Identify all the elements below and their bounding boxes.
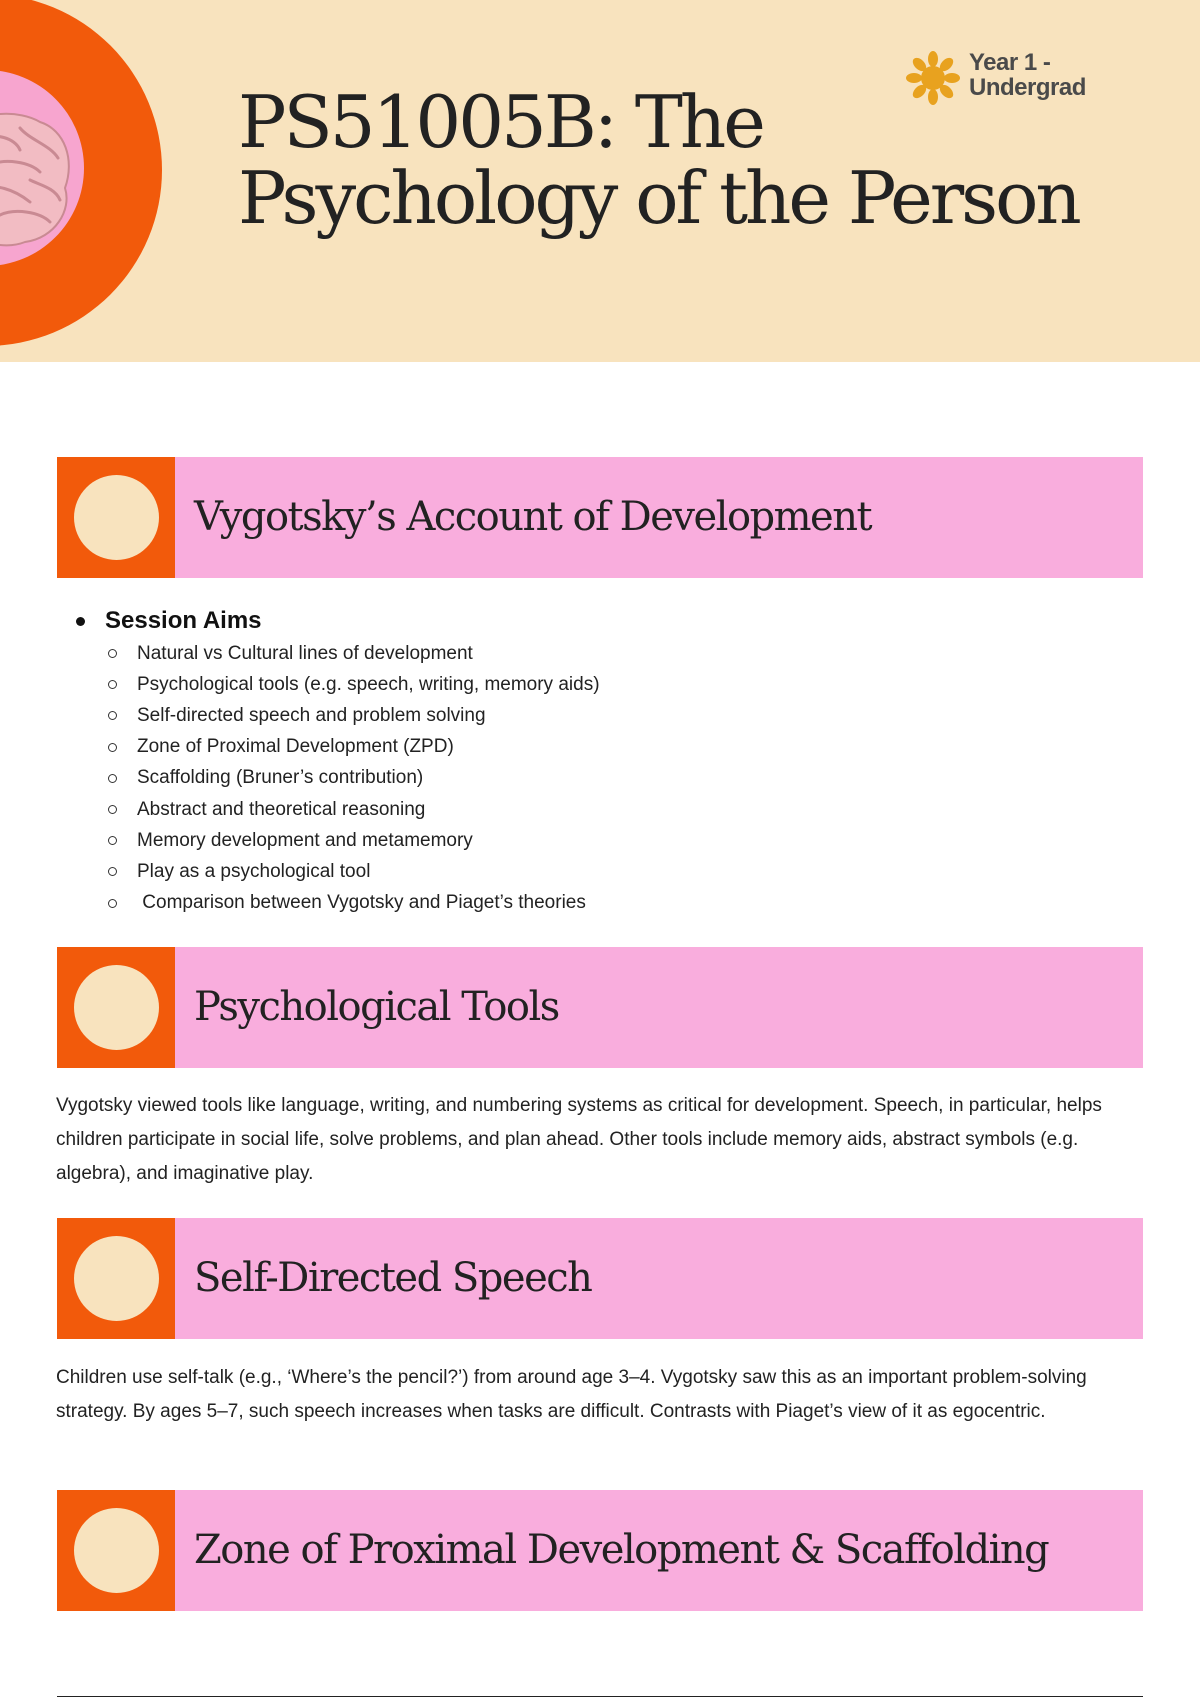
header-banner	[0, 0, 1200, 362]
brain-icon	[0, 110, 75, 250]
list-item: Memory development and metamemory	[108, 825, 1120, 856]
cream-circle	[74, 1508, 159, 1593]
sub-bullet-icon	[108, 680, 117, 689]
speech-paragraph: Children use self-talk (e.g., ‘Where’s the pencil?’) from around age 3–4. Vygotsky saw this as an important problem-solving strategy. By ages 5–7, such speech increases when tasks are difficult. Contrasts with Piaget’s view of it as egocentric.	[56, 1367, 1087, 1422]
sub-bullet-icon	[108, 774, 117, 783]
sub-bullet-icon	[108, 836, 117, 845]
list-item: Abstract and theoretical reasoning	[108, 794, 1120, 825]
aims-title: Session Aims	[105, 607, 262, 634]
page-title: PS51005B: The Psychology of the Person	[238, 80, 1079, 240]
aims-heading	[70, 604, 1120, 638]
section-header-vygotsky	[57, 457, 1143, 578]
section-title: Zone of Proximal Development & Scaffolding	[194, 1527, 1049, 1573]
cream-circle	[74, 965, 159, 1050]
tools-paragraph: Vygotsky viewed tools like language, writing, and numbering systems as critical for development. Speech, in particular, helps children participate in social life, solve problems, and plan ahead. Other tools include memory aids, abstract symbols (e.g. algebra), and imaginative play.	[56, 1095, 1102, 1184]
sub-bullet-icon	[108, 711, 117, 720]
list-item: Play as a psychological tool	[108, 856, 1120, 887]
cream-circle	[74, 475, 159, 560]
list-item: Psychological tools (e.g. speech, writing, memory aids)	[108, 669, 1120, 700]
section-title: Vygotsky’s Account of Development	[194, 494, 872, 540]
list-item: Self-directed speech and problem solving	[108, 700, 1120, 731]
list-item: Zone of Proximal Development (ZPD)	[108, 732, 1120, 763]
sun-flower-icon	[905, 50, 961, 106]
section-header-tools	[57, 947, 1143, 1068]
section-header-zpd	[57, 1490, 1143, 1611]
sub-bullet-icon	[108, 649, 117, 658]
sub-bullet-icon	[108, 867, 117, 876]
year-badge-label: Year 1 - Undergrad	[969, 49, 1086, 101]
sub-bullet-icon	[108, 743, 117, 752]
cream-circle	[74, 1236, 159, 1321]
section-title: Self-Directed Speech	[194, 1255, 592, 1301]
divider	[57, 1696, 1143, 1697]
session-aims	[70, 604, 1120, 919]
list-item: Scaffolding (Bruner’s contribution)	[108, 763, 1120, 794]
section-tab	[57, 1218, 175, 1339]
sub-bullet-icon	[108, 899, 117, 908]
section-tab	[57, 947, 175, 1068]
bullet-icon	[76, 617, 85, 626]
aims-list	[70, 638, 1120, 919]
section-tab	[57, 457, 175, 578]
list-item: Natural vs Cultural lines of development	[108, 638, 1120, 669]
section-header-speech	[57, 1218, 1143, 1339]
sub-bullet-icon	[108, 805, 117, 814]
section-tab	[57, 1490, 175, 1611]
year-badge	[905, 50, 1119, 106]
section-title: Psychological Tools	[194, 984, 559, 1030]
list-item: Comparison between Vygotsky and Piaget’s theories	[108, 888, 1120, 919]
